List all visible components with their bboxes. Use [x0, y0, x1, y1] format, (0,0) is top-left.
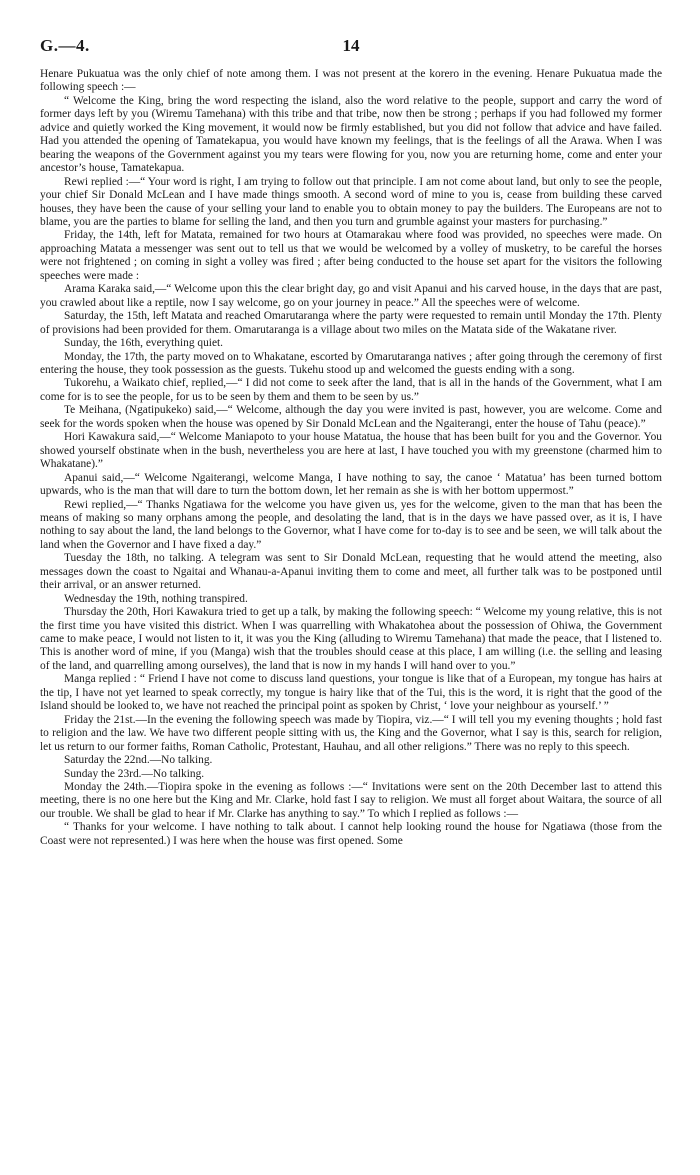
paragraph: Rewi replied :—“ Your word is right, I am trying to follow out that principle. I am not come about land, but only to see the people, your chief Sir Donald McLean and I have made things smooth. A second word of mine to you is, cease from building these carved houses, they have been the cause of your selling your land to enable you to obtain money to pay the builders. The Europeans are not to blame, you are the parties to blame for selling the land, and then you turn and grumble against your masters for purchasing.”: [40, 175, 662, 228]
paragraph: Friday the 21st.—In the evening the following speech was made by Tiopira, viz.—“ I will tell you my evening thoughts ; hold fast to religion and the law. We have two different people sitting with us, the King and the Governor, what I say is this, search for religion, let us return to our former faiths, Roman Catholic, Protestant, Hauhau, and all other religions.” There was no reply to this speech.: [40, 713, 662, 753]
paragraph: Monday, the 17th, the party moved on to Whakatane, escorted by Omarutaranga natives ; after going through the ceremony of first entering the house, they took possession as the guests. Tukehu stood up and welcomed the guests ending with a song.: [40, 350, 662, 376]
page-header: [40, 36, 662, 58]
paragraph: Apanui said,—“ Welcome Ngaiterangi, welcome Manga, I have nothing to say, the canoe ‘ Matatua’ has been turned bottom upwards, who is the man that will dare to turn the bottom down, let her remain as she is with her bottom uppermost.”: [40, 471, 662, 498]
paragraph: Monday the 24th.—Tiopira spoke in the evening as follows :—“ Invitations were sent on the 20th December last to attend this meeting, there is no one here but the King and Mr. Clarke, hold fast I say to religion. We must all forget about Waitara, the source of all our trouble. We shall be glad to hear if Mr. Clarke has anything to say.” To which I replied as follows :—: [40, 781, 662, 820]
paragraph: Rewi replied,—“ Thanks Ngatiawa for the welcome you have given us, yes for the welcome, given to the man that has been the means of making so many orphans among the people, and desolating the land, that is in the days we have passed over, as it is, I have nothing to say about the land, the land belongs to the Governor, what I have come for to-day is to see and be seen, we will talk about the land when the Governor and I have fixed a day.”: [40, 498, 662, 551]
page-number: 14: [342, 36, 360, 55]
paragraph: Tuesday the 18th, no talking. A telegram was sent to Sir Donald McLean, requesting that he would attend the meeting, also messages down the coast to Ngaitai and Whanau-a-Apanui inviting them to come and meet, all further talk was to be postponed until their arrival, or an answer returned.: [40, 552, 662, 592]
paragraph: Sunday, the 16th, everything quiet.: [64, 337, 224, 350]
paragraph: Thursday the 20th, Hori Kawakura tried to get up a talk, by making the following speech: “ Welcome my young relative, this is not the first time you have visited this district. When I was quarrelling with Whakatohea about the possession of Ohiwa, the Government came to make peace, I would not listen to it, it was you the King (alluding to Wiremu Tamehana) that made the peace, that I listened to. This is another word of mine, if you (Manga) wish that the troubles should cease at this place, I am willing (i.e. the selling and leasing of the land, and quarrelling among ourselves), the land that is now in my hands I will hand over to you.”: [40, 606, 662, 672]
paragraph: “ Thanks for your welcome. I have nothing to talk about. I cannot help looking round the house for Ngatiawa (those from the Coast were not represented.) I was here when the house was first opened. Some: [40, 821, 662, 847]
paragraph: Hori Kawakura said,—“ Welcome Maniapoto to your house Matatua, the house that has been built for you and the Governor. You showed yourself obstinate when in the bush, nevertheless you are here at last, I have touched you with my greenstone (charmed him to Whakatane).”: [40, 431, 662, 471]
document-body: [40, 68, 662, 848]
paragraph: Henare Pukuatua was the only chief of note among them. I was not present at the korero in the evening. Henare Pukuatua made the following speech :—: [40, 68, 662, 94]
paragraph: Arama Karaka said,—“ Welcome upon this the clear bright day, go and visit Apanui and his carved house, in the days that are past, you crawled about like a reptile, now I say welcome, go on your journey in peace.” All the speeches were of welcome.: [40, 283, 662, 309]
document-reference: G.—4.: [40, 36, 90, 55]
paragraph: “ Welcome the King, bring the word respecting the island, also the word relative to the people, support and carry the word of former days left by you (Wiremu Tamehana) with this tribe and that tribe, now then be strong ; perhaps if you had followed my former advice and quietly worked the King movement, it would now be firmly established, but you did not follow that advice and have failed. Had you attended the opening of Tamatekapua, you would have known my feelings, that is the feelings of all the Arawa. When I was bearing the weapons of the Government against you my tears were flowing for you, now you are returning home, come and enter your ancestor’s house, Tamatekapua.: [40, 94, 662, 175]
paragraph: Friday, the 14th, left for Matata, remained for two hours at Otamarakau where food was provided, no speeches were made. On approaching Matata a messenger was sent out to tell us that we would be welcomed by a volley of musketry, to be careful the horses were not frightened ; on coming in sight a volley was fired ; after being conducted to the house set apart for the visitors the following speeches were made :: [40, 229, 662, 282]
paragraph: Wednesday the 19th, nothing transpired.: [64, 592, 248, 605]
paragraph: Tukorehu, a Waikato chief, replied,—“ I did not come to seek after the land, that is all in the hands of the Government, what I am come for is to see the people, for us to be seen by them and them to be seen by us.”: [40, 377, 662, 403]
paragraph: Saturday, the 15th, left Matata and reached Omarutaranga where the party were requested to remain until Monday the 17th. Plenty of provisions had been provided for them. Omarutaranga is a village about two miles on the Matata side of the Wakatane river.: [40, 310, 662, 336]
paragraph: Te Meihana, (Ngatipukeko) said,—“ Welcome, although the day you were invited is past, however, you are welcome. Come and seek for the words spoken when the house was opened by Sir Donald McLean and the Ngaiterangi, enter the house of Tahu (peace).”: [40, 404, 662, 430]
paragraph: Sunday the 23rd.—No talking.: [64, 767, 205, 780]
paragraph: Saturday the 22nd.—No talking.: [64, 754, 213, 767]
paragraph: Manga replied : “ Friend I have not come to discuss land questions, your tongue is like that of a European, my tongue has hairs at the tip, I have not yet learned to speak correctly, my tongue is hairy like that of the Tui, this is the word, it is right that the good of the Island should be looked to, we have not reached the principal point as spoken by Christ, ‘ love your neighbour as yourself.’ ”: [40, 673, 662, 713]
